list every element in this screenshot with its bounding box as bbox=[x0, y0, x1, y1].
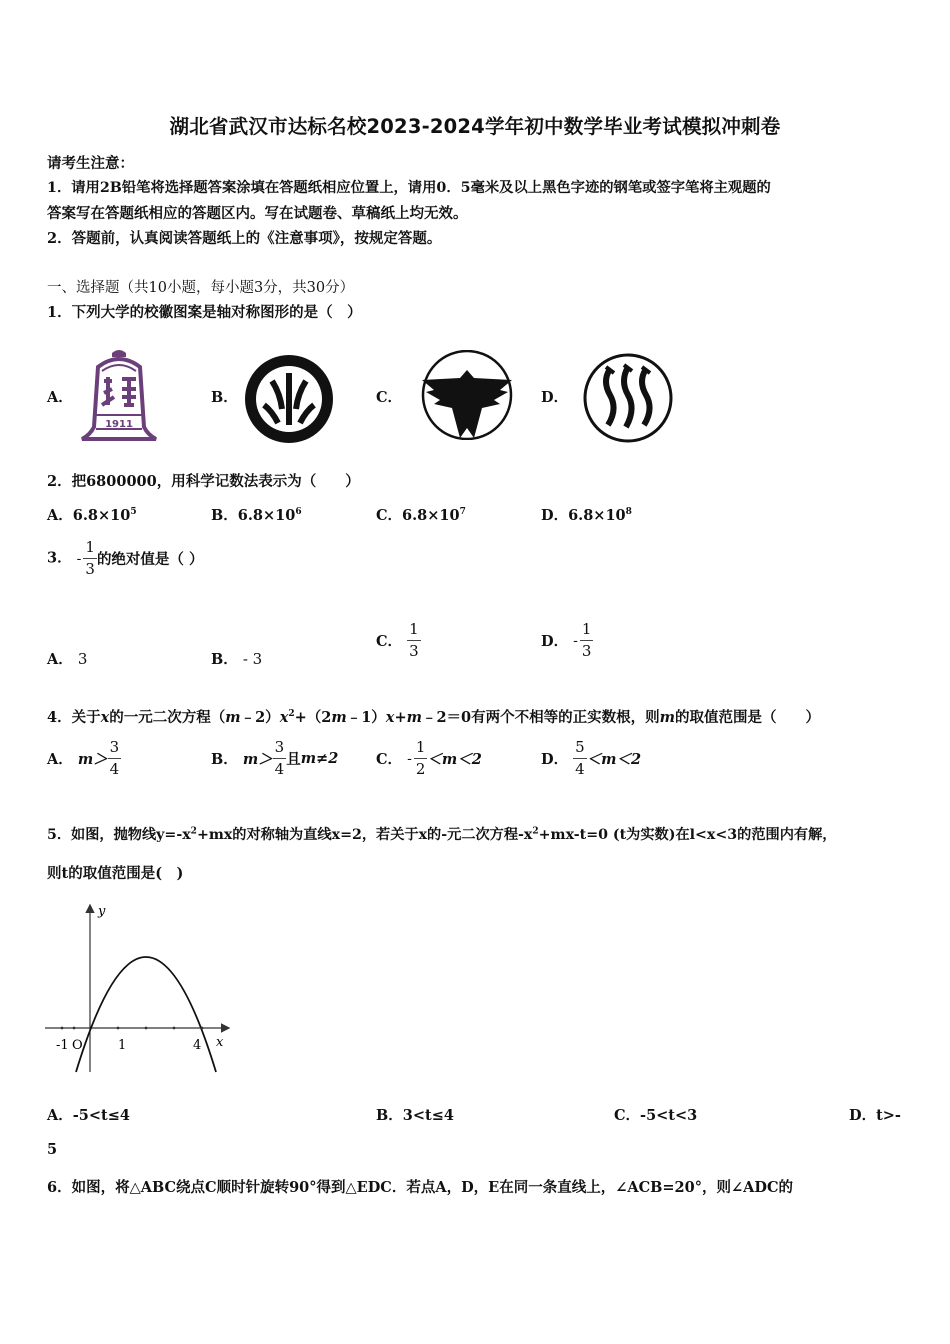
wave-emblem-icon bbox=[580, 353, 676, 443]
q4-option-b[interactable]: B． m＞ $\frac{3}{4}$ 且m≠2 bbox=[211, 738, 339, 778]
bell-year-text: 1911 bbox=[105, 419, 133, 430]
q3-option-d[interactable]: D． - $\frac{1}{3}$ bbox=[541, 620, 592, 660]
eagle-emblem-icon bbox=[416, 350, 518, 440]
parabola-graph bbox=[40, 900, 240, 1075]
q5-stem-line-2: 则t的取值范围是( ) bbox=[47, 865, 184, 882]
q1-option-d-label: D． bbox=[541, 389, 569, 406]
tick-label-neg1: -1 bbox=[56, 1038, 69, 1053]
q4-stem: 4．关于x的一元二次方程$(m﹣2)x^2+(2m﹣1)x+m﹣2=0$有两个不相等的正实数根，则m的取值范围是（ ） bbox=[47, 709, 820, 726]
q6-stem: 6．如图，将△ABC绕点C顺时针旋转90°得到△EDC．若点A，D，E在同一条直线上，∠ACB=20°，则∠ADC的 bbox=[47, 1179, 794, 1196]
q3-stem: 3． - $\frac{1}{3}$ 的绝对值是（ ） bbox=[47, 538, 204, 578]
q3-option-a[interactable]: A． 3 bbox=[47, 650, 88, 668]
parabola-curve bbox=[76, 957, 216, 1072]
q4-option-a[interactable]: A． m＞ $\frac{3}{4}$ bbox=[47, 738, 120, 778]
q2-option-c[interactable]: C．$6.8\times 10^7$ bbox=[376, 507, 466, 524]
q3-option-c[interactable]: C． $\frac{1}{3}$ bbox=[376, 620, 419, 660]
notice-line-3: 2．答题前，认真阅读答题纸上的《注意事项》，按规定答题。 bbox=[47, 230, 442, 247]
bell-emblem-icon bbox=[78, 347, 160, 445]
q5-option-b[interactable]: B．3<t≤4 bbox=[376, 1107, 454, 1124]
y-axis-label: y bbox=[98, 904, 106, 919]
q4-option-c[interactable]: C． - $\frac{1}{2}$ ＜m＜2 bbox=[376, 738, 482, 778]
peking-emblem-icon bbox=[242, 353, 336, 445]
tick-label-1: 1 bbox=[118, 1038, 127, 1053]
q1-option-b-label: B． bbox=[211, 389, 238, 406]
tick-label-origin: O bbox=[72, 1038, 83, 1053]
tick-label-4: 4 bbox=[193, 1038, 202, 1053]
q5-option-d-wrap: 5 bbox=[47, 1141, 58, 1158]
section-heading: 一、选择题（共10小题，每小题3分，共30分） bbox=[47, 280, 355, 296]
q4-option-d[interactable]: D． $\frac{5}{4}$ ＜m＜2 bbox=[541, 738, 642, 778]
notice-heading: 请考生注意： bbox=[47, 155, 134, 172]
page-title: 湖北省武汉市达标名校2023-2024学年初中数学毕业考试模拟冲刺卷 bbox=[169, 115, 781, 138]
q2-option-d[interactable]: D．$6.8\times 10^8$ bbox=[541, 507, 632, 524]
q3-option-b[interactable]: B． - 3 bbox=[211, 650, 263, 668]
q5-option-a[interactable]: A．-5<t≤4 bbox=[47, 1107, 130, 1124]
q2-option-a[interactable]: A．$6.8\times 10^5$ bbox=[47, 507, 137, 524]
notice-line-1: 1．请用2B铅笔将选择题答案涂填在答题纸相应位置上，请用0．5毫米及以上黑色字迹的钢笔或签字笔将主观题的 bbox=[47, 180, 771, 196]
q5-option-c[interactable]: C．-5<t<3 bbox=[614, 1107, 698, 1124]
q1-option-a-label: A． bbox=[47, 389, 73, 406]
notice-line-2: 答案写在答题纸相应的答题区内。写在试题卷、草稿纸上均无效。 bbox=[47, 205, 468, 222]
q2-stem: 2．把6800000，用科学记数法表示为（ ） bbox=[47, 473, 360, 490]
q2-option-b[interactable]: B．$6.8\times 10^6$ bbox=[211, 507, 302, 524]
q5-option-d[interactable]: D．t>- bbox=[849, 1107, 901, 1124]
q1-option-c-label: C． bbox=[376, 389, 403, 406]
x-axis-label: x bbox=[216, 1035, 224, 1050]
q5-stem-line-1: 5．如图，抛物线$y=-x^2+mx$的对称轴为直线x=2，若关于x的-元二次方程$-x^2+mx-t=0$ (t为实数)在l<x<3的范围内有解， bbox=[47, 826, 837, 843]
q1-stem: 1．下列大学的校徽图案是轴对称图形的是（ ） bbox=[47, 304, 362, 321]
